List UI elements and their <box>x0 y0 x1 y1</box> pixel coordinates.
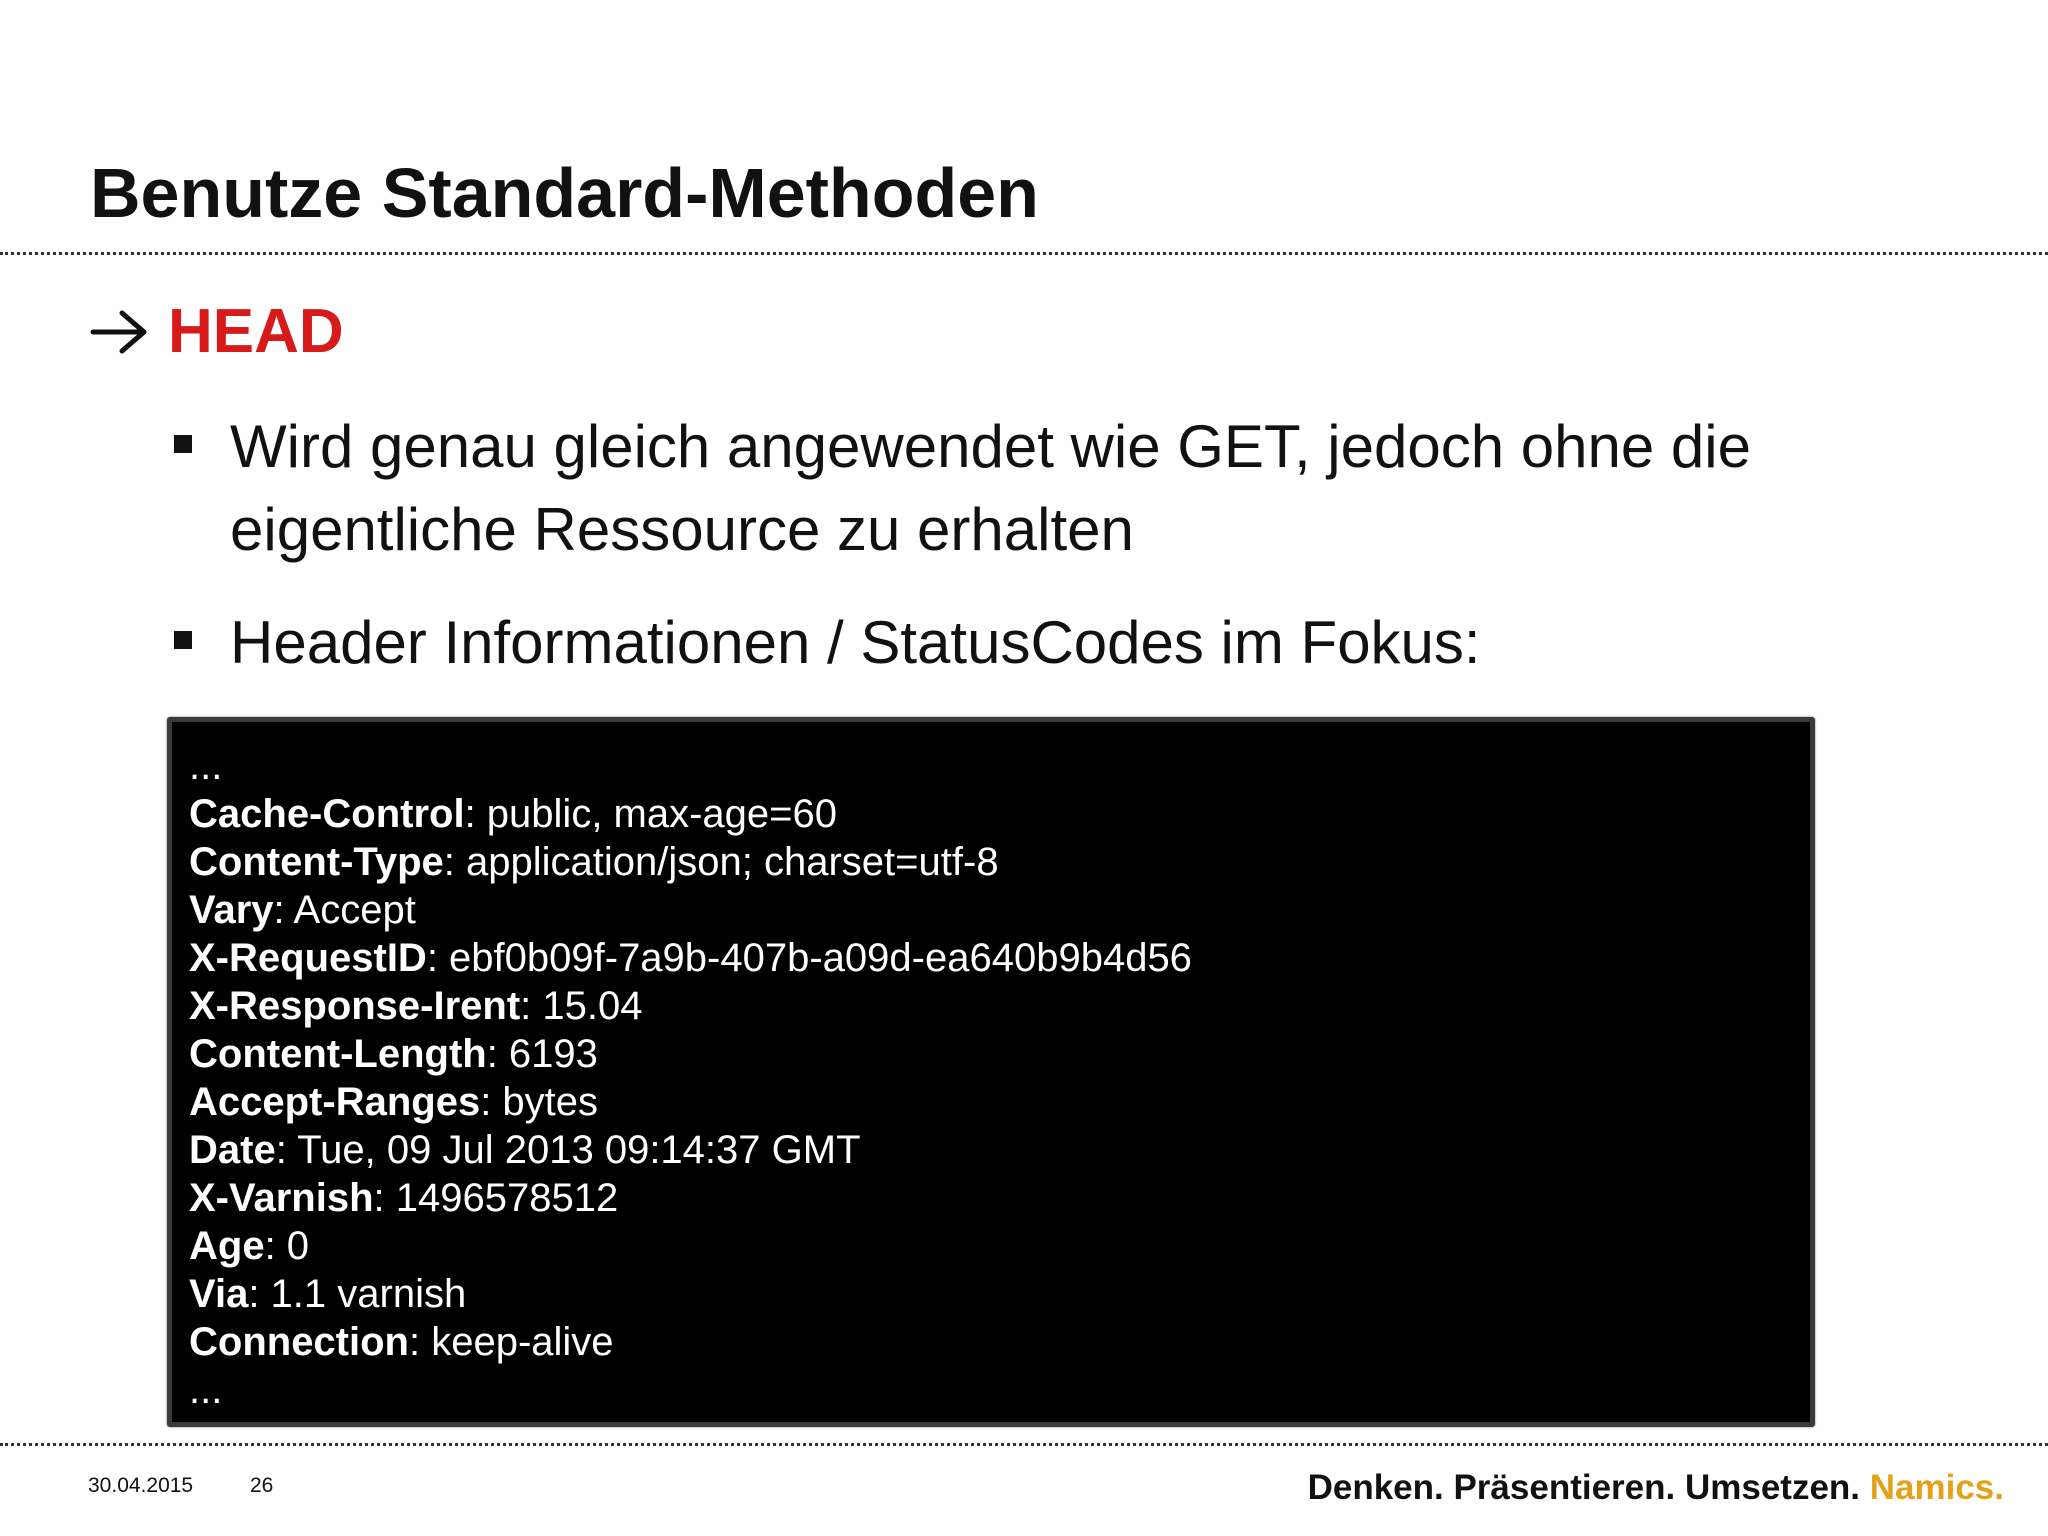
header-key: Via <box>189 1272 249 1316</box>
header-line <box>189 838 1810 886</box>
footer-tagline <box>1308 1466 2004 1510</box>
header-line <box>189 1270 1810 1318</box>
header-line <box>189 1030 1810 1078</box>
header-line <box>189 982 1810 1030</box>
header-line <box>189 1222 1810 1270</box>
footer-divider <box>0 1443 2048 1446</box>
header-key: X-RequestID <box>189 936 427 980</box>
header-value: : 15.04 <box>520 984 643 1028</box>
page-number: 26 <box>250 1474 274 1497</box>
method-label: HEAD <box>168 297 344 366</box>
code-ellipsis-top: ... <box>189 744 223 788</box>
bullet-item-header-focus <box>170 601 1870 684</box>
header-lines <box>189 790 1810 1366</box>
header-line <box>189 1078 1810 1126</box>
header-key: Content-Type <box>189 840 444 884</box>
header-key: Accept-Ranges <box>189 1080 481 1124</box>
square-bullet-icon <box>174 631 192 649</box>
header-line <box>189 1174 1810 1222</box>
footer-date: 30.04.2015 <box>88 1474 194 1497</box>
header-key: Connection <box>189 1320 409 1364</box>
header-value: : application/json; charset=utf-8 <box>443 840 999 884</box>
code-ellipsis-bottom: ... <box>189 1368 223 1412</box>
header-line <box>189 790 1810 838</box>
header-key: X-Varnish <box>189 1176 374 1220</box>
header-key: Cache-Control <box>189 792 465 836</box>
header-value: : bytes <box>480 1080 599 1124</box>
bullet-text: Wird genau gleich angewendet wie GET, jedoch ohne die eigentliche Ressource zu erhalten <box>230 413 1751 563</box>
header-key: Vary <box>189 888 274 932</box>
header-value: : 1496578512 <box>373 1176 619 1220</box>
brand-name: Namics. <box>1869 1468 2004 1507</box>
bullet-list <box>170 405 1870 684</box>
header-value: : 6193 <box>486 1032 598 1076</box>
header-value: : public, max-age=60 <box>464 792 838 836</box>
header-line <box>189 934 1810 982</box>
method-heading <box>90 292 344 372</box>
square-bullet-icon <box>174 435 192 453</box>
header-value: : keep-alive <box>408 1320 614 1364</box>
right-arrow-icon <box>90 307 152 357</box>
header-value: : ebf0b09f-7a9b-407b-a09d-ea640b9b4d56 <box>426 936 1192 980</box>
slide-title: Benutze Standard-Methoden <box>90 154 1039 232</box>
header-value: : 0 <box>264 1224 310 1268</box>
bullet-item-head-description <box>170 405 1870 571</box>
header-line <box>189 886 1810 934</box>
header-value: : 1.1 varnish <box>248 1272 467 1316</box>
http-header-code-block <box>167 717 1815 1427</box>
header-key: X-Response-Irent <box>189 984 521 1028</box>
tagline-text: Denken. Präsentieren. Umsetzen. <box>1307 1468 1861 1507</box>
header-key: Age <box>189 1224 265 1268</box>
title-divider <box>0 252 2048 255</box>
header-value: : Tue, 09 Jul 2013 09:14:37 GMT <box>275 1128 861 1172</box>
header-key: Content-Length <box>189 1032 487 1076</box>
header-line <box>189 1126 1810 1174</box>
header-value: : Accept <box>273 888 416 932</box>
bullet-text: Header Informationen / StatusCodes im Fokus: <box>230 609 1481 676</box>
header-line <box>189 1318 1810 1366</box>
header-key: Date <box>189 1128 276 1172</box>
